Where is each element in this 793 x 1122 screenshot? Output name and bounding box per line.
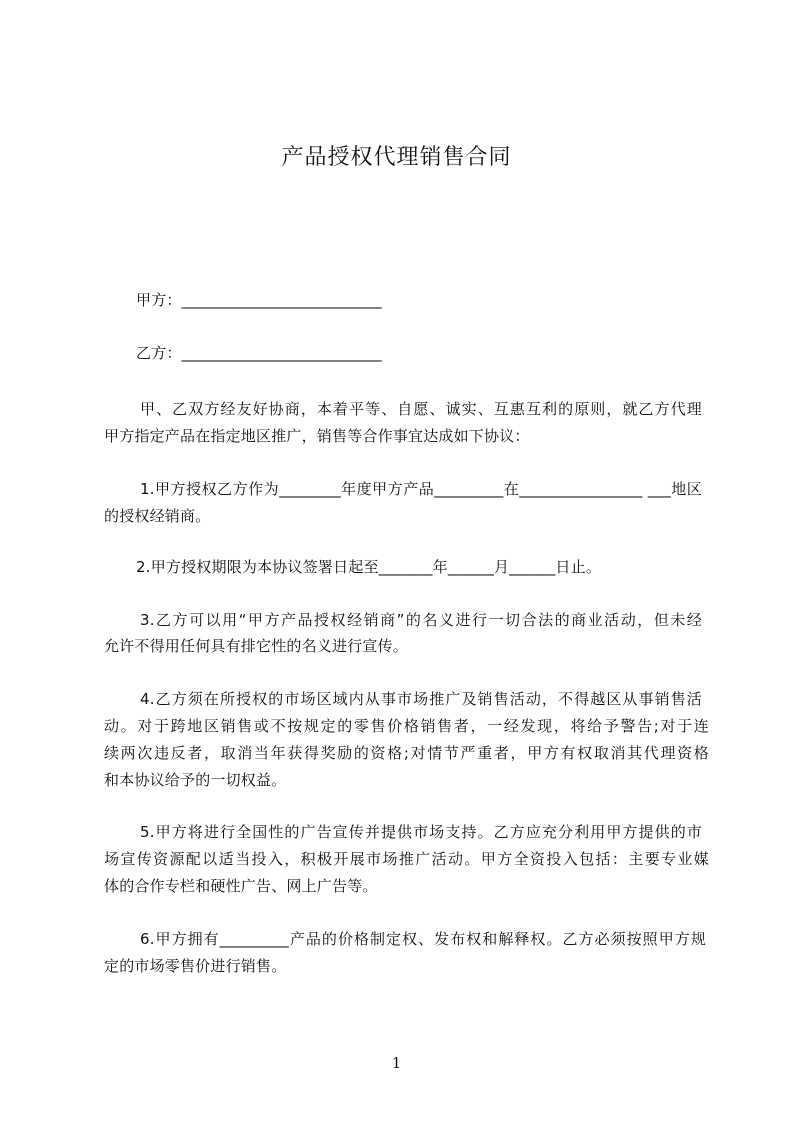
clause-line: 场宣传资源配以适当投入，积极开展市场推广活动。甲方全资投入包括：主要专业媒 bbox=[104, 850, 709, 868]
clause-line: 体的合作专栏和硬性广告、网上广告等。 bbox=[104, 877, 378, 895]
clause-line: 5.甲方将进行全国性的广告宣传并提供市场支持。乙方应充分利用甲方提供的市 bbox=[140, 823, 702, 841]
page-number: 1 bbox=[391, 1054, 402, 1072]
party-b-line: 乙方：__________________________ bbox=[136, 344, 382, 362]
preamble-line: 甲方指定产品在指定地区推广，销售等合作事宜达成如下协议： bbox=[104, 427, 530, 445]
clause-line: 定的市场零售价进行销售。 bbox=[104, 957, 287, 975]
clause-line: 6.甲方拥有_________产品的价格制定权、发布权和解释权。乙方必须按照甲方规 bbox=[140, 930, 706, 948]
clause-line: 允许不得用任何具有排它性的名义进行宣传。 bbox=[104, 637, 409, 655]
document-title: 产品授权代理销售合同 bbox=[281, 145, 512, 170]
clause-line: 4.乙方须在所授权的市场区域内从事市场推广及销售活动，不得越区从事销售活 bbox=[140, 690, 702, 708]
party-a-line: 甲方：__________________________ bbox=[136, 291, 382, 309]
clause-line: 动。对于跨地区销售或不按规定的零售价格销售者，一经发现，将给予警告;对于连 bbox=[104, 717, 709, 735]
clause-line: 的授权经销商。 bbox=[104, 507, 211, 525]
clause-line: 续两次违反者，取消当年获得奖励的资格;对情节严重者，甲方有权取消其代理资格 bbox=[104, 744, 709, 762]
clause-line: 和本协议给予的一切权益。 bbox=[104, 771, 287, 789]
clause-line: 3.乙方可以用“甲方产品授权经销商”的名义进行一切合法的商业活动，但未经 bbox=[140, 611, 702, 629]
clause-line: 2.甲方授权期限为本协议签署日起至_______年______月______日止。 bbox=[136, 558, 602, 576]
clause-line: 1.甲方授权乙方作为________年度甲方产品_________在________________ ___地区 bbox=[140, 480, 702, 498]
preamble-line: 甲、乙双方经友好协商，本着平等、自愿、诚实、互惠互利的原则，就乙方代理 bbox=[140, 400, 702, 418]
